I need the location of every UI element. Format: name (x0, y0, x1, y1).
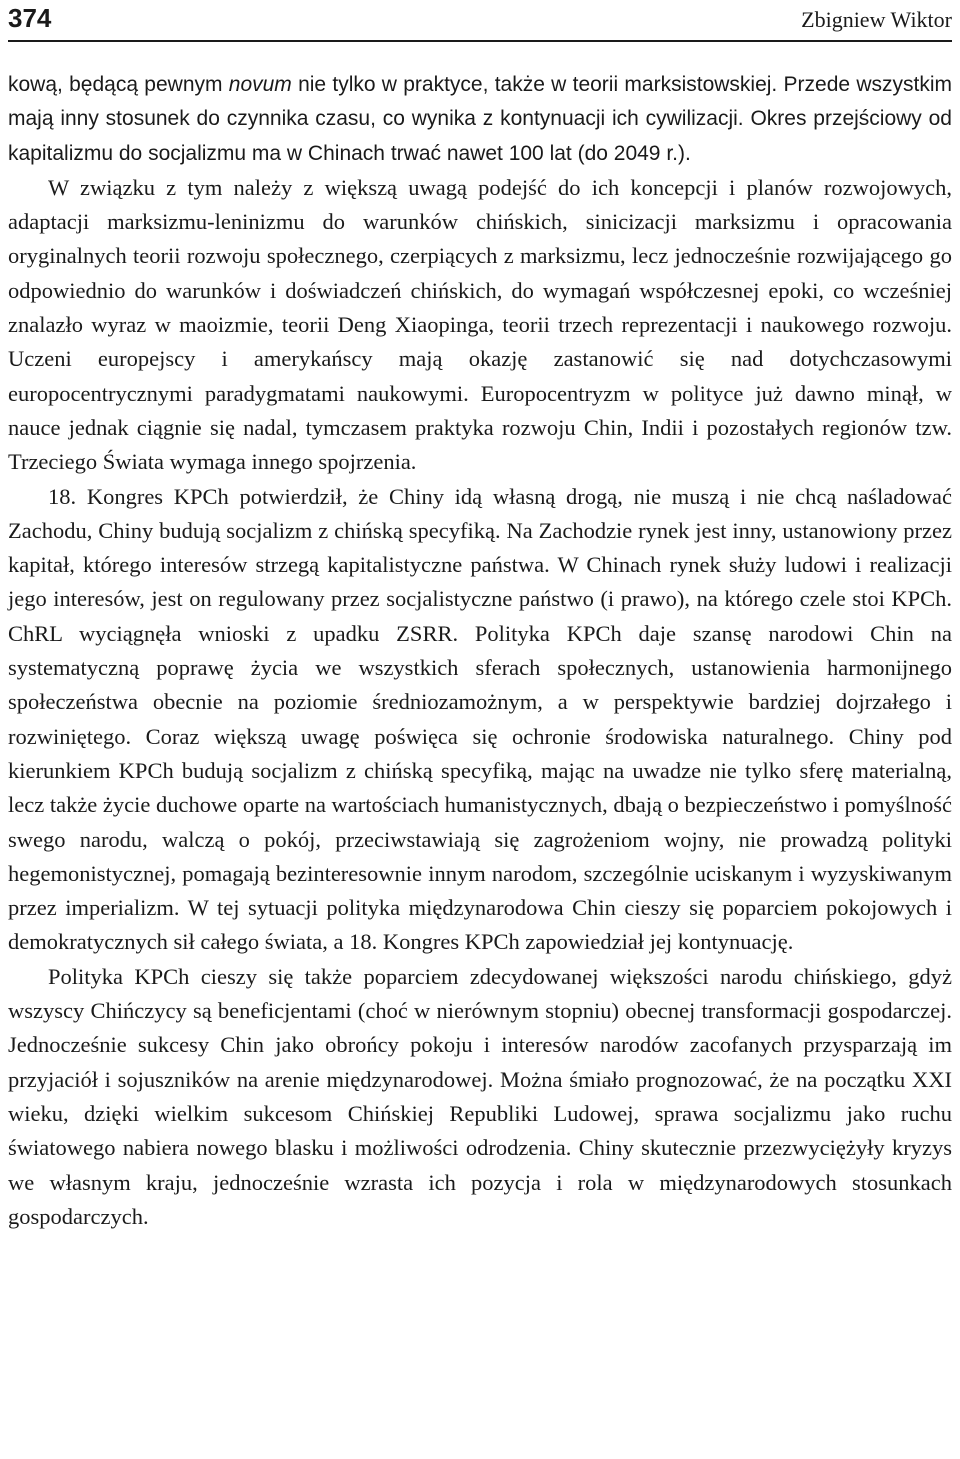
paragraph-continued (8, 68, 952, 171)
paragraph-4: Polityka KPCh cieszy się także poparciem zdecydowanej większości narodu chińskiego, gdyż wszyscy Chińczycy są beneficjentami (choć w nierównym stopniu) obecnej transformacji gospodarczej. Jednocześnie sukcesy Chin jako obrońcy pokoju i interesów narodów zacofanych przysparzają im przyjaciół i sojuszników na arenie międzynarodowej. Można śmiało prognozować, że na początku XXI wieku, dzięki wielkim sukcesom Chińskiej Republiki Ludowej, sprawa socjalizmu jako ruchu światowego nabiera nowego blasku i możliwości odrodzenia. Chiny skutecznie przezwyciężyły kryzys we własnym kraju, jednocześnie wzrasta ich pozycja i rola w międzynarodowych stosunkach gospodarczych. (8, 963, 952, 1229)
page-header (8, 0, 952, 42)
body-text (8, 68, 952, 1234)
page-number: 374 (8, 3, 52, 33)
paragraph-2: W związku z tym należy z większą uwagą podejść do ich koncepcji i planów rozwojowych, adaptacji marksizmu-leninizmu do warunków chińskich, sinicizacji marksizmu i opracowania oryginalnych teorii rozwoju społecznego, czerpiących z marksizmu, lecz jednocześnie rozwijającego go odpowiednio do warunków i doświadczeń chińskich, do wymagań współczesnej epoki, co wcześniej znalazło wyraz w maoizmie, teorii Deng Xiaopinga, teorii trzech reprezentacji i naukowego rozwoju. Uczeni europejscy i amerykańscy mają okazję zastanowić się nad dotychczasowymi europocentrycznymi paradygmatami naukowymi. Europocentryzm w polityce już dawno minął, w nauce jednak ciągnie się nadal, tymczasem praktyka rozwoju Chin, Indii i pozostałych regionów tzw. Trzeciego Świata wymaga innego spojrzenia. (8, 174, 952, 475)
running-head-author: Zbigniew Wiktor (801, 7, 952, 32)
paragraph-3: 18. Kongres KPCh potwierdził, że Chiny idą własną drogą, nie muszą i nie chcą naśladować Zachodu, Chiny budują socjalizm z chińską specyfiką. Na Zachodzie rynek jest inny, ustanowiony przez kapitał, którego interesów strzegą kapitalistyczne państwa. W Chinach rynek służy ludowi i realizacji jego interesów, jest on regulowany przez socjalistyczne państwo (i prawo), na którego czele stoi KPCh. ChRL wyciągnęła wnioski z upadku ZSRR. Polityka KPCh daje szansę narodowi Chin na systematyczną poprawę życia we wszystkich sferach społecznych, ustanowienia harmonijnego społeczeństwa obecnie na poziomie średniozamożnym, a w perspektywie bardziej dojrzałego i rozwiniętego. Coraz większą uwagę poświęca się ochronie środowiska naturalnego. Chiny pod kierunkiem KPCh budują socjalizm z chińską specyfiką, mając na uwadze nie tylko sferę materialną, lecz także życie duchowe oparte na wartościach humanistycznych, dbają o bezpieczeństwo i pomyślność swego narodu, walczą o pokój, przeciwstawiają się zagrożeniom wojny, nie prowadzą polityki hegemonistycznej, pomagają bezinteresownie innym narodom, szczególnie uciskanym i wyzyskiwanym przez imperializm. W tej sytuacji polityka międzynarodowa Chin cieszy się poparciem pokojowych i demokratycznych sił całego świata, a 18. Kongres KPCh zapowiedział jej kontynuację. (8, 483, 952, 955)
paragraph-1-text-a: kową, będącą pewnym (8, 73, 229, 96)
novum-italic: novum (228, 73, 292, 96)
paragraph-1-text-b: nie tylko w praktyce, także w teorii marksistowskiej. Przede wszystkim mają inny stosunek do czynnika czasu, co wynika z kontynuacji ich cywilizacji. Okres przejściowy od kapitalizmu do socjalizmu ma w Chinach trwać nawet 100 lat (do 2049 r.). (8, 73, 952, 165)
